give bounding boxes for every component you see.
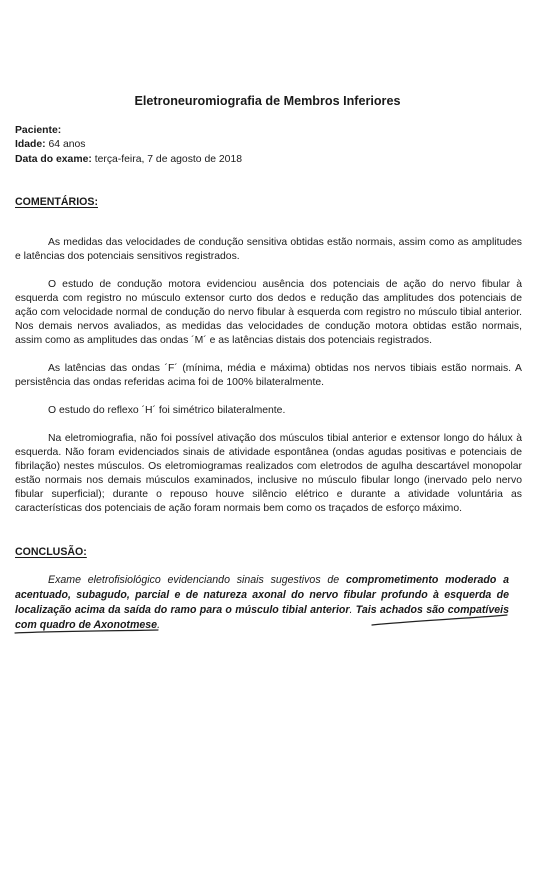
age-value: 64 anos [48, 139, 86, 151]
conclusion-heading: CONCLUSÃO: [15, 546, 87, 558]
conclusion-end: . [157, 619, 161, 632]
age-label: Idade: [15, 139, 46, 151]
conclusion-text [15, 573, 509, 633]
exam-date-row [15, 153, 242, 167]
comments-paragraph-4 [15, 404, 522, 418]
comments-paragraph-2 [15, 278, 522, 348]
conclusion-paragraph [15, 573, 509, 633]
comments-text-1: As medidas das velocidades de condução sensitiva obtidas estão normais, assim como as amplitudes e latências dos potenciais sensitivos registrados. [15, 237, 522, 263]
report-title: Eletroneuromiografia de Membros Inferiores [134, 94, 401, 108]
comments-paragraph-1 [15, 236, 522, 264]
exam-date-value: terça-feira, 7 de agosto de 2018 [94, 153, 243, 165]
comments-paragraph-5 [15, 432, 522, 517]
conclusion-finding: comprometimento moderado a acentuado, subagudo, parcial e de natureza axonal do nervo fibular profundo à esquerda de localização acima da saída do ramo para o músculo tibial anterior [15, 574, 509, 617]
comments-text-5: Na eletromiografia, não foi possível ativação dos músculos tibial anterior e extensor longo do hálux à esquerda. Não foram evidenciados sinais de atividade espontânea (ondas agudas positivas e potenciais de fibrilação) nestes músculos. Os eletromiogramas realizados com eletrodos de agulha descartável monopolar estão normais nos demais músculos examinados, inclusive no músculo fibular longo (inervado pelo nervo fibular superficial); durante o repouso houve silêncio elétrico e durante a atividade voluntária as características dos potenciais de ação foram normais bem como os traçados de esforço máximo. [15, 433, 522, 515]
comments-text-3: As latências das ondas ´F´ (mínima, média e máxima) obtidas nos nervos tibiais estão normais. A persistência das ondas referidas acima foi de 100% bilateralmente. [15, 363, 522, 389]
comments-paragraph-3 [15, 362, 522, 390]
comments-text-2: O estudo de condução motora evidenciou ausência dos potenciais de ação do nervo fibular à esquerda com registro no músculo extensor curto dos dedos e redução das amplitudes dos potenciais de ação com velocidade normal de condução do nervo fibular à esquerda com registro no músculo tibial anterior. Nos demais nervos avaliados, as medidas das velocidades de condução motora obtidas estão normais, assim como as amplitudes das ondas ´M´ e as latências distais dos potenciais registrados. [15, 279, 522, 347]
conclusion-separator: . [349, 604, 356, 617]
conclusion-compatibility: Tais achados são compatíveis com quadro de Axonotmese [15, 604, 509, 632]
patient-label: Paciente: [15, 125, 62, 136]
age-row [15, 138, 242, 152]
comments-heading: COMENTÁRIOS: [15, 196, 98, 208]
patient-info [15, 124, 242, 167]
comments-text-4: O estudo do reflexo ´H´ foi simétrico bilateralmente. [48, 405, 286, 416]
exam-date-label: Data do exame: [15, 153, 92, 165]
patient-row [15, 124, 242, 138]
conclusion-intro: Exame eletrofisiológico evidenciando sinais sugestivos de [48, 574, 346, 586]
